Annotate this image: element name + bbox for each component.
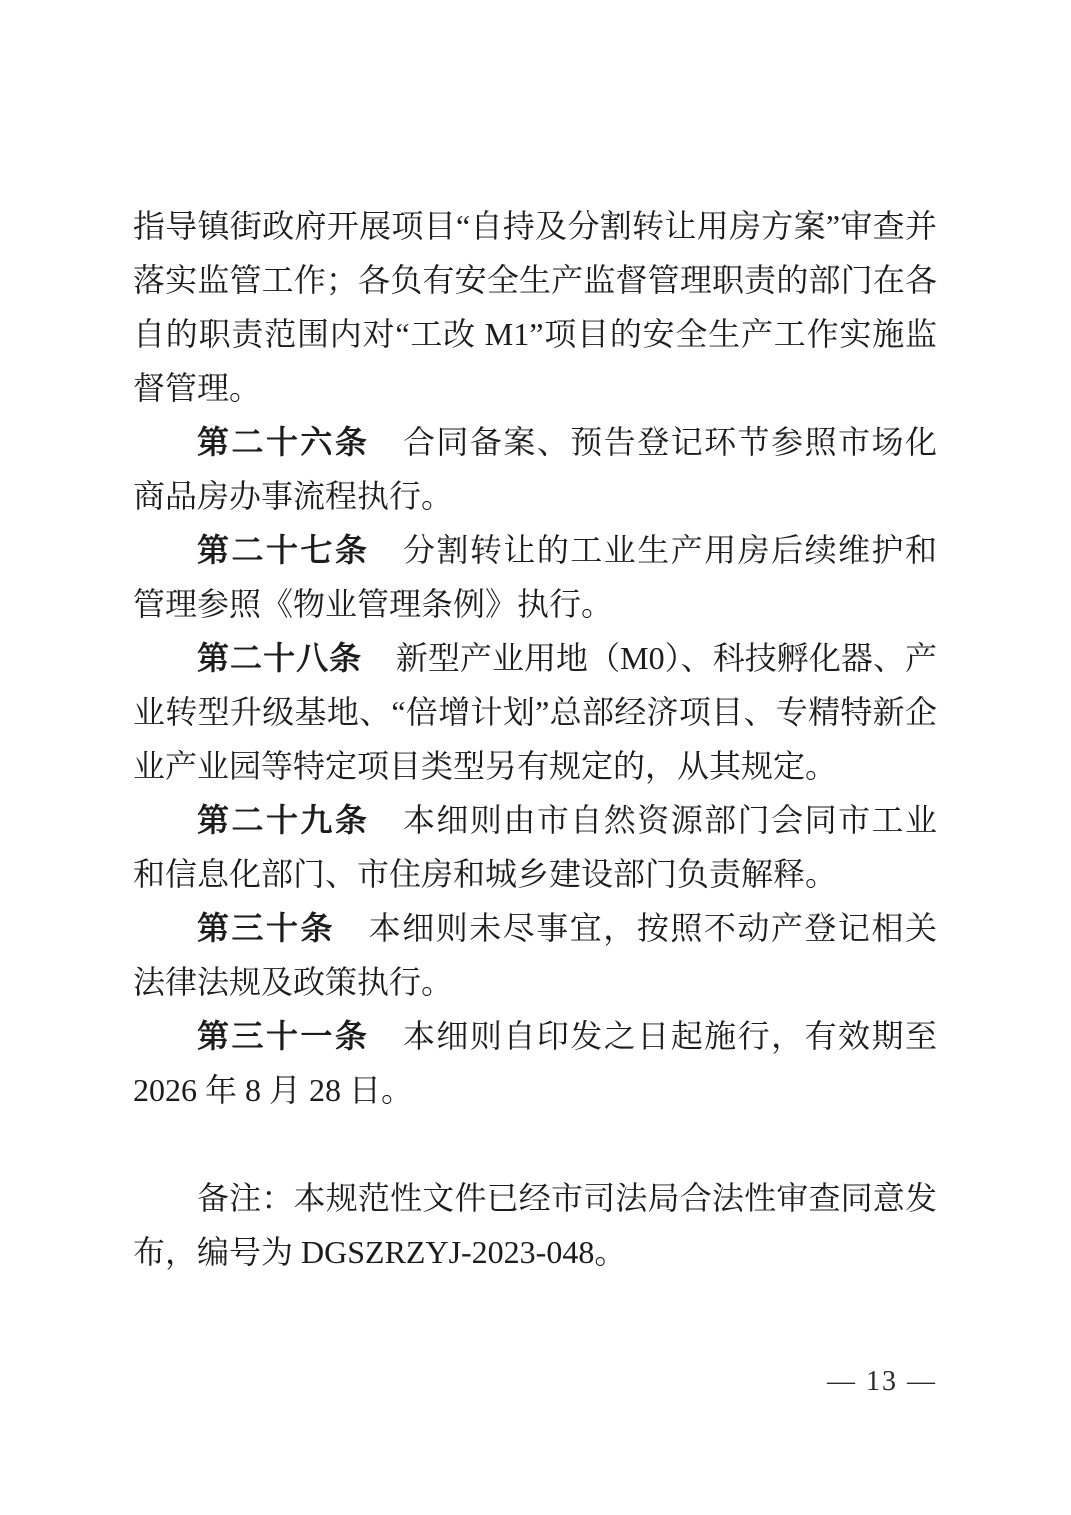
paragraph <box>133 901 937 1009</box>
clause-number: 第三十一条 <box>197 1018 370 1054</box>
clause-number: 第二十九条 <box>197 802 370 838</box>
document-body <box>133 199 937 1279</box>
paragraph <box>133 793 937 901</box>
clause-text: 新型产业用地（M0）、科技孵化器、产业转型升级基地、“倍增计划”总部经济项目、专精特新企业产业园等特定项目类型另有规定的，从其规定。 <box>133 640 937 784</box>
clause-number: 第二十六条 <box>197 424 370 460</box>
paragraph <box>133 1171 937 1279</box>
clause-text: 分割转让的工业生产用房后续维护和管理参照《物业管理条例》执行。 <box>133 532 937 622</box>
clause-text: 本细则由市自然资源部门会同市工业和信息化部门、市住房和城乡建设部门负责解释。 <box>133 802 937 892</box>
paragraph <box>133 1009 937 1117</box>
paragraph <box>133 523 937 631</box>
paragraph <box>133 631 937 793</box>
clause-number: 第三十条 <box>197 910 336 946</box>
paragraph <box>133 199 937 415</box>
clause-text: 本细则自印发之日起施行，有效期至 2026 年 8 月 28 日。 <box>133 1018 937 1108</box>
clause-number: 第二十八条 <box>197 640 363 676</box>
paragraph <box>133 415 937 523</box>
clause-text: 指导镇街政府开展项目“自持及分割转让用房方案”审查并落实监管工作；各负有安全生产监督管理职责的部门在各自的职责范围内对“工改 M1”项目的安全生产工作实施监督管理。 <box>133 208 937 406</box>
clause-text: 合同备案、预告登记环节参照市场化商品房办事流程执行。 <box>133 424 937 514</box>
page-footer <box>827 1367 937 1397</box>
page-number: — 13 — <box>827 1366 937 1397</box>
clause-text: 本细则未尽事宜，按照不动产登记相关法律法规及政策执行。 <box>133 910 937 1000</box>
clause-text: 备注：本规范性文件已经市司法局合法性审查同意发布，编号为 DGSZRZYJ-2023-048。 <box>133 1180 937 1270</box>
clause-number: 第二十七条 <box>197 532 370 568</box>
